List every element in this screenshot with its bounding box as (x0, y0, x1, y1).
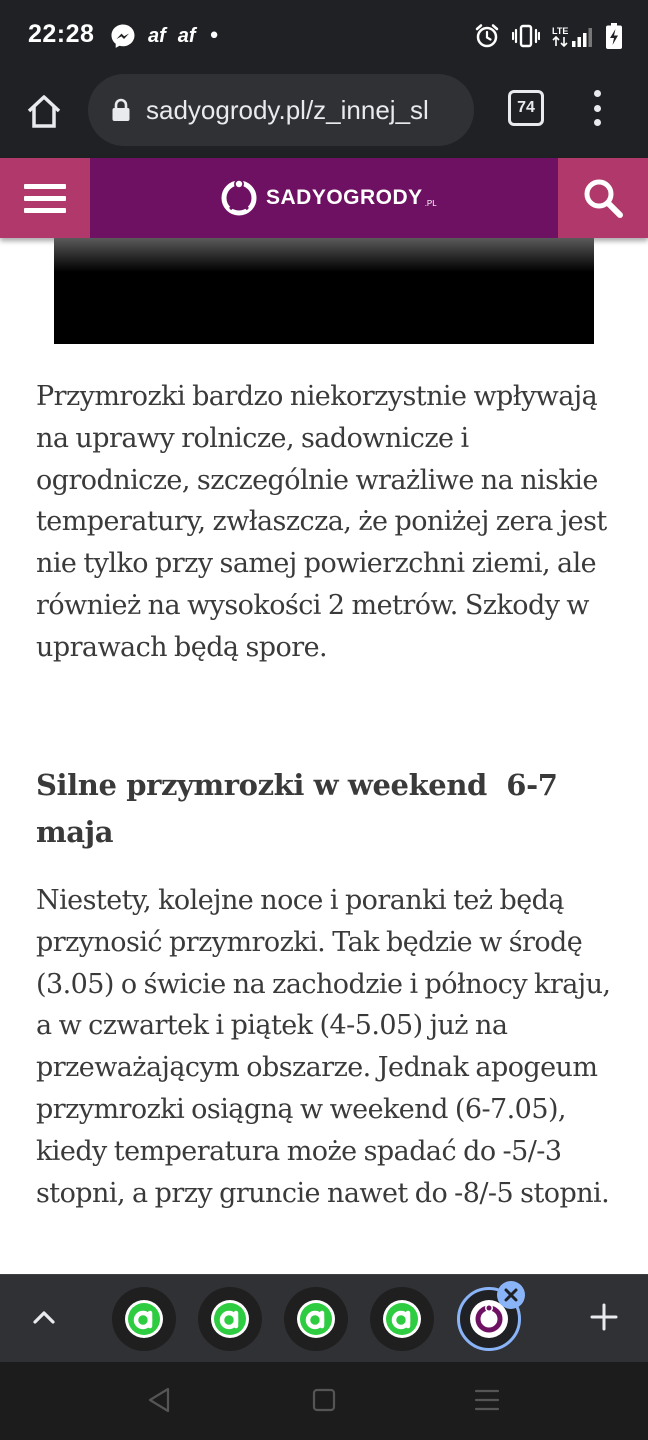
green-a-favicon (297, 1300, 335, 1338)
home-icon (24, 92, 64, 132)
tab-thumbnail-3[interactable] (284, 1287, 348, 1351)
close-icon[interactable] (497, 1281, 525, 1309)
sadyogrody-logo-icon (220, 179, 258, 217)
site-logo[interactable] (220, 178, 437, 218)
article-paragraph-1: Przymrozki bardzo niekorzystnie wpływają na uprawy rolnicze, sadownicze i ogrodnicze, szczególnie wrażliwe na niskie temperatury, zwłaszcza, że poniżej zera jest nie tylko przy samej powierzchni ziemi, ale również na wysokości 2 metrów. Szkody w uprawach będą spore. (36, 381, 607, 663)
green-a-favicon (211, 1300, 249, 1338)
search-button[interactable] (558, 158, 648, 238)
article-paragraph-2: Niestety, kolejne noce i poranki też będą przynosić przymrozki. Tak będzie w środę (3.05) o świcie na zachodzie i północy kraju, a w czwartek i piątek (4-5.05) już na przeważającym obszarze. Jednak apogeum przymrozki osiągną w weekend (6-7.05), kiedy temperatura może spadać do -5/-3 stopni, a przy gruncie nawet do -8/-5 stopni. (36, 885, 611, 1209)
search-icon (581, 176, 625, 220)
tab-switcher-button[interactable]: 74 (508, 90, 544, 126)
green-a-favicon (383, 1300, 421, 1338)
site-header (0, 158, 648, 238)
battery-charging-icon (606, 22, 622, 50)
system-navigation-bar (0, 1362, 648, 1440)
messenger-icon (110, 22, 136, 50)
green-a-favicon (125, 1300, 163, 1338)
bottom-tab-strip (0, 1274, 648, 1362)
vibrate-icon (512, 22, 540, 50)
svg-text:LTE: LTE (552, 26, 569, 36)
browser-toolbar (0, 72, 648, 158)
home-button[interactable] (20, 88, 68, 136)
recents-icon[interactable] (474, 1388, 500, 1416)
article-subheading: Silne przymrozki w weekend 6-7 maja (36, 768, 568, 849)
url-text[interactable]: sadyogrody.pl/z_innej_sl (146, 94, 429, 125)
alarm-icon (474, 22, 500, 50)
more-notifications-dot: • (207, 23, 221, 49)
hamburger-menu-icon[interactable] (0, 158, 90, 238)
system-status-icons (474, 22, 622, 50)
embedded-media[interactable] (54, 238, 594, 344)
logo-text: SADYOGRODY (266, 186, 423, 209)
back-icon[interactable] (146, 1386, 172, 1418)
status-time: 22:28 (28, 20, 95, 48)
overflow-menu-icon[interactable] (582, 86, 612, 130)
notification-icons (110, 22, 221, 50)
tab-thumbnail-2[interactable] (198, 1287, 262, 1351)
lte-signal-icon (552, 22, 594, 50)
home-square-icon[interactable] (312, 1388, 336, 1416)
notification-af-2: af (177, 24, 196, 47)
plus-icon[interactable] (586, 1299, 622, 1335)
notification-af-1: af (148, 24, 166, 47)
tab-thumbnail-4[interactable] (370, 1287, 434, 1351)
tab-thumbnail-1[interactable] (112, 1287, 176, 1351)
lock-icon[interactable] (110, 96, 132, 124)
chevron-up-icon[interactable] (26, 1299, 62, 1335)
address-bar[interactable] (88, 74, 474, 146)
status-bar (0, 0, 648, 72)
logo-suffix: .PL (424, 198, 437, 208)
